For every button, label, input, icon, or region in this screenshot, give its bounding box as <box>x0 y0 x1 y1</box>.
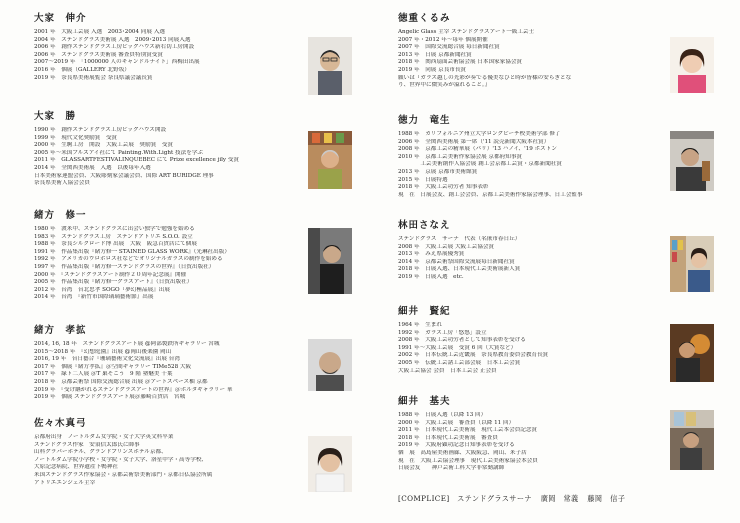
artist-name: 徳重くるみ <box>398 13 451 24</box>
career-line: 2007～2019 年 「1000000 人のキャンドルナイト」西梅田出展 <box>34 59 200 66</box>
artist-profile <box>34 210 352 302</box>
artist-career-list <box>398 412 714 473</box>
career-line: り、世界中に微笑みが溢れること。』 <box>398 82 491 89</box>
career-line: 1991 年 作品集出版『緒方修一 STAINED GLASS WORK』（光琳社出版） <box>34 248 230 255</box>
career-line: 2008 年 大阪工芸功労者として知事表彰を受ける <box>398 337 526 344</box>
career-line: 2016 年 個展（GALLERY 北野坂） <box>34 66 130 73</box>
artist-career-list <box>398 29 714 90</box>
career-line: 1980 年 渡米中、ステンドグラスに出会い独学で勉強を始める <box>34 226 195 232</box>
person-name: 藤岡 信子 <box>587 494 626 503</box>
artist-career-list <box>398 322 714 375</box>
career-line: 2004 年 ステンドグラス美術展 入選 2009･2013 同展入選 <box>34 36 191 43</box>
career-line: 2000 年 大阪工芸展 審査員（以降 11 回） <box>398 419 515 426</box>
artist-name: 緒方 孝拡 <box>34 325 87 336</box>
artist-photo <box>670 410 714 470</box>
career-line: 2005 年 伝統工芸諸工芸部会展 日本工芸会賞 <box>398 359 521 366</box>
credit-footer <box>398 494 714 504</box>
career-line: 2008 年 京都工芸の精華展（パリ）'13 ハノイ、'19 ボストン <box>398 146 557 153</box>
artist-profile <box>34 13 352 82</box>
career-line: 京都府出身 ノートルダム女学院・女子大学英文科卒業 <box>34 434 174 440</box>
artist-photo <box>670 131 714 191</box>
career-line: 2019 年 日展入選 etc. <box>398 273 464 280</box>
career-line: 2005 年～米国ブルズアイ社にて Painting.With.Light 技法を学ぶ <box>34 149 204 156</box>
career-line: 2013 年 日展 京都新聞社賞 <box>398 51 472 58</box>
career-line: 2010 年 京都工芸美術作家協会展 京都府知事賞 <box>398 153 523 160</box>
artist-name: 細井 基夫 <box>398 396 451 407</box>
career-line: 2017 年 個展『緒方孝拡』＠空間ギャラリー TIMe528 大阪 <box>34 363 192 370</box>
artist-name: 大家 勝 <box>34 111 77 122</box>
career-line: 2014, 16, 18 年 ステンドグラスアート展 @阿部製鉄所ギャラリー 宮城 <box>34 341 220 347</box>
career-line: 現 在 日展会友、創工会会員、京都工芸美術作家協会理事、日工会監事 <box>398 191 583 198</box>
career-line: 2008 年 大阪工芸展 大阪工芸協会賞 <box>398 243 495 250</box>
career-line: 2006 年 ステンドグラス美術展 審査員特別賞受賞 <box>34 51 163 58</box>
career-line: 2000 年 生駒工房 開設 大阪工芸展 奨励賞 受賞 <box>34 142 174 149</box>
career-line: 2002 年 日本伝統工芸近畿展 奈良県教育委員会教育長賞 <box>398 352 549 359</box>
career-line: 2018 年 関西扇面芸術協会展 日本国家家協会賞 <box>398 59 523 66</box>
career-line: 日本美術家連盟会員、大阪彫刻家会議会員、国際 ART BURIDGE 理事 <box>34 172 214 179</box>
career-line: 2018 年 京都芸術祭 国際交流総合展 出展 ＠アートスペース柚 京都 <box>34 378 208 385</box>
career-line: 2001 年 大阪工芸展 入選 2003･2004 同展 入選 <box>34 29 165 35</box>
career-line: 2006 年 創作ステンドグラス工房ビッグハウス新右切工房開設 <box>34 44 195 51</box>
career-line: 1988 年 奈良シルクロード博 出展 大阪 阪急百貨店にて個展 <box>34 241 197 248</box>
career-line: 2007 年・2012 年～毎年 個展開催 <box>398 36 488 43</box>
career-line: 2006 年 全関西美術展 第一席（'11 読売新聞大阪本社賞） <box>398 138 550 145</box>
career-line: 2012 年 台湾 台北忠孝 SOGO『夢幻極品展』出展 <box>34 286 170 293</box>
career-line: 1988 年 日展入選（以降 13 回） <box>398 412 487 418</box>
artist-profile <box>398 13 714 90</box>
career-line: 1992 年 アメリカのウロボロス社などでオリジナルガラスの制作を始める <box>34 256 223 263</box>
career-line: 2019 年 大阪府顕功記念日知事表彰を受ける <box>398 442 515 449</box>
career-line: 2019 年 『受け継がれるステンドグラスアートの世界』＠ボルタギャラリー 華 <box>34 386 233 393</box>
career-line: 2011 年 GLASSARTFESTIVALINQUEBEC にて Prize excellence jily 受賞 <box>34 157 240 164</box>
career-line: 2014 年 全関西美術展 入選 以後毎年入選 <box>34 164 151 171</box>
person-name: 廣岡 常義 <box>540 494 579 503</box>
artist-photo <box>308 131 352 189</box>
career-line: 2007 年 国際交流総合展 毎日新聞社賞 <box>398 44 500 51</box>
company-name: [COMPLICE] ステンドグラスサーナ <box>398 494 533 503</box>
career-line: 2018 年 日本現代工芸美術展 審査員 <box>398 434 498 441</box>
artist-photo <box>308 37 352 95</box>
career-line: 2019 年 個展 ステンドグラスアート展＠藤崎百貨店 宮城 <box>34 394 186 401</box>
artist-name: 細井 賢紀 <box>398 306 451 317</box>
artist-career-list <box>398 236 714 282</box>
career-line: 1990 年 創作ステンドグラス工房ビッグハウス開設 <box>34 127 167 133</box>
artist-photo <box>308 436 352 492</box>
career-line: 2017 年 緑ト二人展 ＠T 巣そごう 9 階 塾魅美 千葉 <box>34 371 173 378</box>
artist-profile <box>34 111 352 188</box>
career-line: ステンドグラス サーナ 代表（名嵌市春日丘） <box>398 236 521 242</box>
career-line: 1991 年～大阪工芸展 受賞 6 回（大賞など） <box>398 344 517 351</box>
career-line: 2013 年 みえ県展優秀賞 <box>398 251 465 258</box>
artist-photo <box>670 324 714 382</box>
career-line: 個 展 高島屋美術画廊、大阪阪急、岡山、米子店 <box>398 449 527 456</box>
career-line: 2019 年 同展 京良市長賞 <box>398 66 467 73</box>
career-line: 1997 年 作品集出版『緒方修一ステンドグラスの世界』（日賀出版社） <box>34 263 215 270</box>
artist-photo <box>670 236 714 292</box>
career-line: 山科グラバーホテル、グランドプリンスホテル京都、 <box>34 449 167 456</box>
artist-profile <box>398 306 714 375</box>
career-line: 2014 年 台湾 『新竹市国際璃璃藝術節』出展 <box>34 294 154 301</box>
artist-career-list <box>34 127 352 188</box>
career-line: 2000 年 『ステンドグラスアート制作２０周年記念展』開催 <box>34 271 187 278</box>
career-line: 2018 年 日展入選、日本現代工芸美術展新人賞 <box>398 266 521 273</box>
career-line: アトリエエンジェル主宰 <box>34 479 96 486</box>
career-line: 大阪工芸協会 会員 日本工芸会 正会員 <box>398 367 497 374</box>
career-line: 2015 年 日展特選 <box>398 176 448 183</box>
career-line: 1964 年 生まれ <box>398 322 442 328</box>
career-line: ノートルダム学院小学校・女学院・女子大学、洛星中学・高等学校、 <box>34 456 208 463</box>
artist-career-list <box>34 226 352 302</box>
artist-career-list <box>34 434 352 487</box>
career-line: 2013 年 京展 京都市美術館賞 <box>398 168 478 175</box>
career-line: 2018 年 大阪工芸功労者 知事表彰 <box>398 184 489 191</box>
career-line: 2016, 19 年 台日藝合『珊璃藝術文化交流展』出展 台湾 <box>34 356 180 363</box>
career-line: 2011 年 日本現代工芸美術展 現代工芸本会員記念賞 <box>398 427 538 434</box>
artist-profile <box>398 220 714 282</box>
artist-name: 大家 伸介 <box>34 13 87 24</box>
artist-photo <box>308 339 352 391</box>
career-line: 2019 年 奈良県美術展覧会 奈良県議会議長賞 <box>34 74 153 81</box>
career-line: 1992 年 ガラス工房「悠悠」設立 <box>398 329 487 336</box>
career-line: 大原記念病院、世界遺産下鴨神社 <box>34 464 118 471</box>
career-line: 1999 年 現代文化奨励賞 受賞 <box>34 134 118 141</box>
career-line: 1988 年 カリフォルニア州立大学ロングビーチ校美術学部 修了 <box>398 131 561 137</box>
career-line: 2005 年 作品集出版『緒方修一グラスアート』（日賀出版社） <box>34 279 193 286</box>
career-line: 願いは『ガラス越しの光彩が奏でる優美なひと時が皆様の安らぎとな <box>398 74 572 81</box>
artist-profile <box>34 325 352 402</box>
career-line: 工芸美術創作人協会展 創工会京都工芸賞・京都新聞社賞 <box>398 161 562 168</box>
career-line: 日展会友 神戸芸術工科大学非常勤講師 <box>398 465 505 472</box>
artist-name: 徳力 竜生 <box>398 115 451 126</box>
career-line: 1983 年 ステンドグラス工房 ステンドアトリエ S.O.O. 設立 <box>34 233 193 240</box>
artist-name: 佐々木真弓 <box>34 418 87 429</box>
artist-name: 林田さなえ <box>398 220 451 231</box>
career-line: 2015～2018 年 『幻想庭園』出展 @岡山後楽園 岡山 <box>34 348 172 355</box>
artist-career-list <box>398 131 714 199</box>
artist-photo <box>670 37 714 93</box>
artist-profile <box>398 115 714 199</box>
career-line: 米国ステンドグラス作家協会・京都芸術祭美術部門・京都日仏協会所属 <box>34 471 213 478</box>
artist-name: 緒方 修一 <box>34 210 87 221</box>
career-line: 2014 年 京都芸術祭国際交流展毎日新聞社賞 <box>398 258 515 265</box>
career-line: Angelic Glass 主宰 ステンドグラスアート一級工芸士 <box>398 29 535 35</box>
artist-career-list <box>34 341 352 402</box>
artist-profile <box>398 396 714 473</box>
artist-career-list <box>34 29 352 82</box>
artist-profile <box>34 418 352 487</box>
career-line: 奈良県美術人協会会員 <box>34 180 90 187</box>
career-line: 現 在 大阪工芸協会理事 現代工芸美術家協会本会員 <box>398 457 538 464</box>
career-line: ステンドグラス作家 安須信太郎氏に師事 <box>34 441 140 448</box>
artist-photo <box>308 228 352 294</box>
